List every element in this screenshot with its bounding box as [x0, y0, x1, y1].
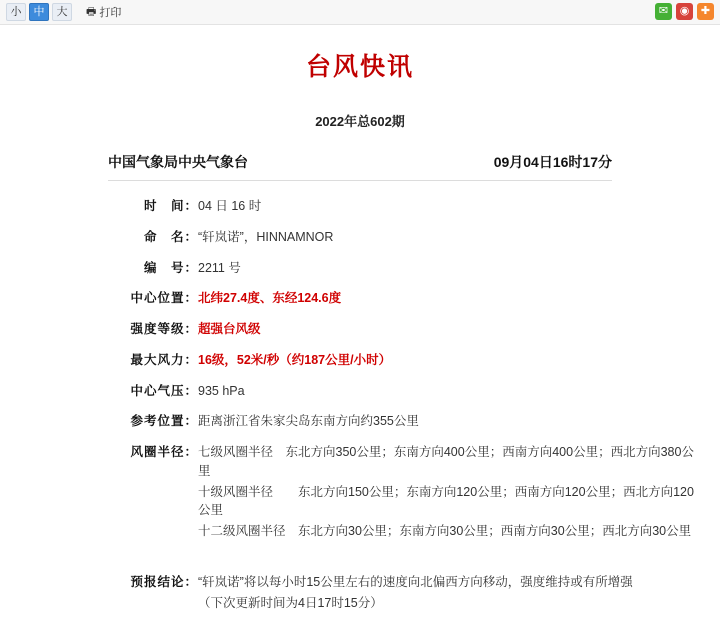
row-label-max-wind: 最大风力：: [130, 352, 198, 367]
row-value-time: 04 日 16 时: [198, 199, 262, 213]
forecast-line-next-update: （下次更新时间为4日17时15分）: [198, 595, 383, 610]
table-row: [20, 567, 700, 618]
table-row: [20, 191, 700, 222]
table-row: [20, 345, 700, 376]
issue-datetime: 09月04日16时17分: [493, 154, 612, 170]
row-label-intensity: 强度等级：: [130, 322, 198, 336]
typhoon-info-table: [20, 191, 700, 618]
table-spacer: [20, 547, 700, 567]
row-label-center-position: 中心位置：: [130, 291, 198, 306]
table-row: [20, 283, 700, 314]
issuing-organization: 中国气象局中央气象台: [108, 154, 248, 170]
print-label: 打印: [99, 7, 122, 19]
table-row: [20, 376, 700, 407]
share-group: [655, 3, 714, 20]
wind-radius-line-10: 十级风圈半径 东北方向150公里；东南方向120公里；西南方向120公里；西北方向120公里: [198, 484, 694, 518]
row-label-time: 时 间：: [143, 199, 198, 213]
share-qzone-icon[interactable]: ✚: [697, 3, 714, 20]
printer-icon: 🖶: [86, 5, 97, 18]
row-value-reference-position: 距离浙江省朱家尖岛东南方向约355公里: [198, 414, 419, 429]
row-label-wind-radius: 风圈半径：: [130, 445, 198, 459]
row-value-max-wind: 16级，52米/秒（约187公里/小时）: [198, 352, 392, 367]
top-toolbar: [0, 0, 720, 25]
row-value-forecast: [198, 567, 700, 618]
row-value-intensity: 超强台风级: [198, 322, 261, 336]
table-row: [20, 314, 700, 345]
table-row: [20, 253, 700, 284]
table-row: [20, 222, 700, 253]
org-datetime-line: [108, 152, 612, 181]
row-value-center-position: 北纬27.4度、东经124.6度: [198, 291, 342, 306]
row-label-reference-position: 参考位置：: [130, 414, 198, 429]
row-label-forecast: 预报结论：: [130, 574, 198, 589]
table-row: [20, 437, 700, 547]
row-label-pressure: 中心气压：: [130, 383, 198, 398]
wind-radius-line-12: 十二级风圈半径 东北方向30公里；东南方向30公里；西南方向30公里；西北方向30公里: [198, 524, 692, 538]
document-body: [0, 47, 720, 618]
row-value-name: “轩岚诺”，HINNAMNOR: [198, 229, 334, 244]
row-label-name: 命 名：: [143, 229, 198, 244]
issue-number: 2022年总602期: [315, 114, 405, 129]
font-size-small-button[interactable]: 小: [6, 3, 26, 21]
page-title: 台风快讯: [305, 53, 414, 81]
forecast-line-main: “轩岚诺”将以每小时15公里左右的速度向北偏西方向移动，强度维持或有所增强: [198, 574, 633, 589]
print-button[interactable]: [86, 4, 121, 20]
share-weibo-icon[interactable]: ◉: [676, 3, 693, 20]
wind-radius-line-7: 七级风圈半径 东北方向350公里；东南方向400公里；西南方向400公里；西北方向380公里: [198, 445, 694, 478]
font-size-group: [6, 3, 72, 21]
row-value-pressure: 935 hPa: [198, 383, 245, 398]
share-wechat-icon[interactable]: ✉: [655, 3, 672, 20]
font-size-large-button[interactable]: 大: [52, 3, 72, 21]
table-row: [20, 406, 700, 437]
row-value-number: 2211 号: [198, 260, 241, 275]
font-size-medium-button[interactable]: 中: [29, 3, 49, 21]
row-label-number: 编 号：: [143, 260, 198, 275]
row-value-wind-radius: [198, 437, 700, 547]
